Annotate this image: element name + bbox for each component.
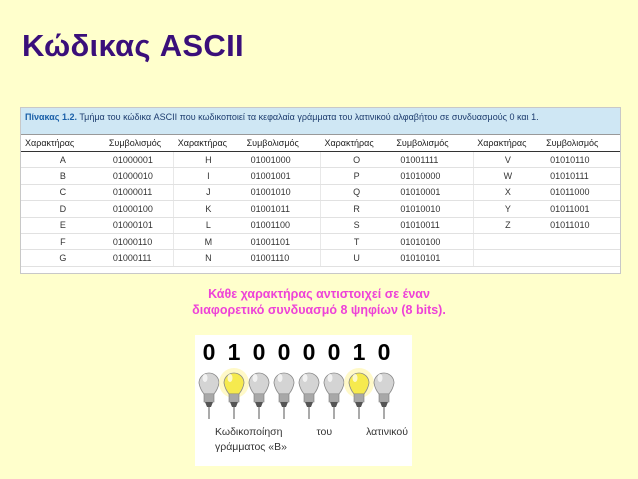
code-cell: 01001000	[243, 152, 321, 168]
table-body	[21, 152, 620, 267]
note-line-1: Κάθε χαρακτήρας αντιστοιχεί σε έναν	[208, 287, 430, 301]
code-cell: 01001011	[243, 201, 321, 217]
header-code-4: Συμβολισμός	[542, 135, 620, 152]
header-code-2: Συμβολισμός	[243, 135, 321, 152]
character-cell: L	[174, 217, 243, 233]
code-cell: 01000110	[105, 233, 174, 249]
bit-digit: 0	[252, 339, 266, 365]
character-cell	[473, 250, 542, 266]
character-cell: C	[21, 184, 105, 200]
code-cell: 01001111	[392, 152, 473, 168]
code-cell: 01001110	[243, 250, 321, 266]
character-cell: G	[21, 250, 105, 266]
table-row	[21, 217, 620, 233]
character-cell: S	[320, 217, 392, 233]
header-char-2: Χαρακτήρας	[174, 135, 243, 152]
table-caption	[21, 108, 620, 134]
code-cell: 01001010	[243, 184, 321, 200]
character-cell	[473, 233, 542, 249]
code-cell	[542, 233, 620, 249]
character-cell: W	[473, 168, 542, 184]
character-cell: K	[174, 201, 243, 217]
bulb-on-icon	[219, 368, 249, 419]
bulb-caption-word-2: του	[316, 426, 333, 438]
code-cell: 01010111	[542, 168, 620, 184]
character-cell: X	[473, 184, 542, 200]
code-cell: 01010011	[392, 217, 473, 233]
character-cell: N	[174, 250, 243, 266]
code-cell: 01001100	[243, 217, 321, 233]
character-cell: E	[21, 217, 105, 233]
header-char-1: Χαρακτήρας	[21, 135, 105, 152]
bulb-caption-line-2: γράμματος «B»	[215, 441, 287, 453]
header-code-3: Συμβολισμός	[392, 135, 473, 152]
code-cell: 01010110	[542, 152, 620, 168]
bulb-off-icon	[199, 373, 219, 419]
code-cell: 01001001	[243, 168, 321, 184]
code-cell: 01010000	[392, 168, 473, 184]
table-row	[21, 201, 620, 217]
character-cell: R	[320, 201, 392, 217]
code-cell: 01011000	[542, 184, 620, 200]
character-cell: M	[174, 233, 243, 249]
note-text	[0, 286, 638, 318]
header-code-1: Συμβολισμός	[105, 135, 174, 152]
bulb-off-icon	[249, 373, 269, 419]
table-row	[21, 168, 620, 184]
bulb-caption-word-3: λατινικού	[366, 426, 408, 438]
character-cell: Z	[473, 217, 542, 233]
code-cell	[542, 250, 620, 266]
character-cell: I	[174, 168, 243, 184]
character-cell: U	[320, 250, 392, 266]
code-cell: 01000100	[105, 201, 174, 217]
bulb-off-icon	[324, 373, 344, 419]
bit-digit: 0	[377, 339, 391, 365]
bulb-caption-word-1: Κωδικοποίηση	[215, 426, 283, 438]
code-cell: 01010100	[392, 233, 473, 249]
character-cell: V	[473, 152, 542, 168]
bulb-off-icon	[374, 373, 394, 419]
character-cell: P	[320, 168, 392, 184]
character-cell: D	[21, 201, 105, 217]
bulb-off-icon	[299, 373, 319, 419]
code-cell: 01011010	[542, 217, 620, 233]
code-cell: 01010101	[392, 250, 473, 266]
table-header-row	[21, 135, 620, 152]
ascii-table-panel	[20, 107, 621, 274]
character-cell: H	[174, 152, 243, 168]
table-row	[21, 152, 620, 168]
character-cell: J	[174, 184, 243, 200]
table-caption-text: Τμήμα του κώδικα ASCII που κωδικοποιεί τα κεφαλαία γράμματα του λατινικού αλφαβήτου σε συνδυασμούς 0 και 1.	[79, 112, 539, 122]
code-cell: 01000011	[105, 184, 174, 200]
bit-digit: 0	[302, 339, 316, 365]
code-cell: 01000010	[105, 168, 174, 184]
bit-digit: 0	[202, 339, 216, 365]
code-cell: 01010001	[392, 184, 473, 200]
character-cell: F	[21, 233, 105, 249]
character-cell: A	[21, 152, 105, 168]
code-cell: 01000001	[105, 152, 174, 168]
code-cell: 01000101	[105, 217, 174, 233]
character-cell: T	[320, 233, 392, 249]
bit-digit: 0	[277, 339, 291, 365]
bulb-illustration	[195, 335, 412, 466]
code-cell: 01001101	[243, 233, 321, 249]
slide-title: Κώδικας ASCII	[22, 28, 244, 63]
code-cell: 01010010	[392, 201, 473, 217]
character-cell: Q	[320, 184, 392, 200]
character-cell: B	[21, 168, 105, 184]
bulb-caption	[215, 425, 408, 455]
table-row	[21, 250, 620, 266]
ascii-table	[21, 134, 620, 267]
table-row	[21, 233, 620, 249]
header-char-4: Χαρακτήρας	[473, 135, 542, 152]
character-cell: O	[320, 152, 392, 168]
table-caption-label: Πίνακας 1.2.	[25, 112, 77, 122]
header-char-3: Χαρακτήρας	[320, 135, 392, 152]
table-row	[21, 184, 620, 200]
bulb-off-icon	[274, 373, 294, 419]
bit-digit: 1	[227, 339, 241, 365]
character-cell: Y	[473, 201, 542, 217]
code-cell: 01011001	[542, 201, 620, 217]
bit-digit: 0	[327, 339, 341, 365]
bit-digit: 1	[352, 339, 366, 365]
bulb-on-icon	[344, 368, 374, 419]
bulb-caption-line-1	[215, 425, 408, 440]
bit-digits	[195, 339, 412, 365]
code-cell: 01000111	[105, 250, 174, 266]
note-line-2: διαφορετικό συνδυασμό 8 ψηφίων (8 bits).	[192, 303, 446, 317]
